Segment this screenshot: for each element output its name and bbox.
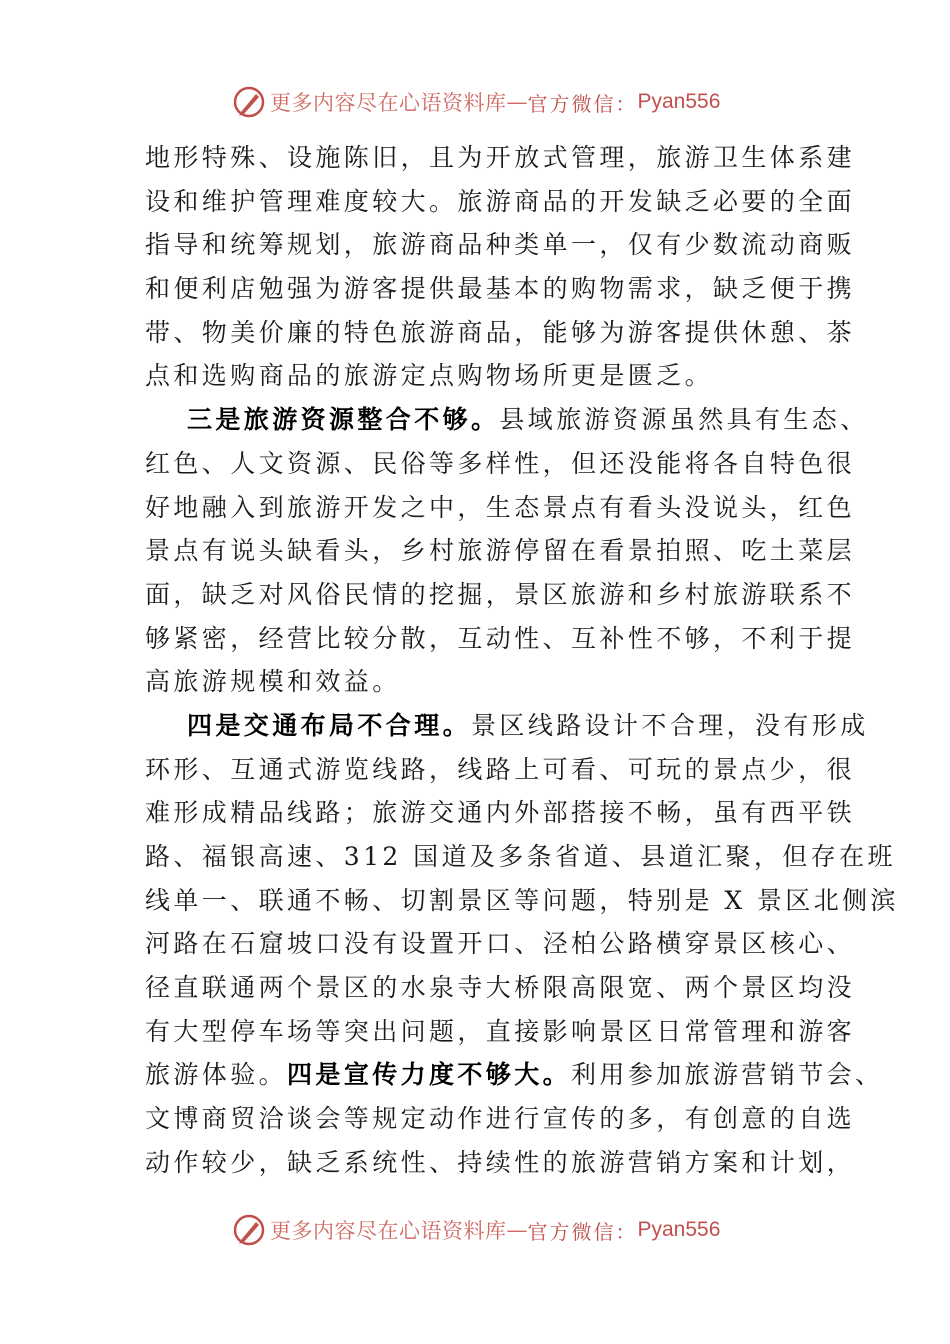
text-line: 红色、人文资源、民俗等多样性，但还没能将各自特色很 [145,448,856,478]
text-run: 县域旅游资源虽然具有生态、 [499,405,869,435]
text-line: 指导和统筹规划，旅游商品种类单一，仅有少数流动商贩 [145,230,856,260]
section-heading: 四是交通布局不合理。 [187,710,472,740]
pen-logo-icon [232,85,266,119]
text-line: 和便利店勉强为游客提供最基本的购物需求，缺乏便于携 [145,274,856,304]
text-line: 好地融入到旅游开发之中，生态景点有看头没说头，红色 [145,492,856,522]
document-body [145,136,899,1185]
text-line: 路、福银高速、312 国道及多条省道、县道汇聚，但存在班 [145,842,896,871]
banner-text: 更多内容尽在心语资料库 [270,1219,507,1243]
text-line: 动作较少，缺乏系统性、持续性的旅游营销方案和计划， [145,1147,856,1177]
text-run: 旅游体验。 [145,1060,288,1090]
text-line: 带、物美价廉的特色旅游商品，能够为游客提供休憩、茶 [145,317,856,347]
text-line: 径直联通两个景区的水泉寺大桥限高限宽、两个景区均没 [145,973,856,1003]
text-run: 利用参加旅游营销节会、 [571,1060,884,1090]
banner-sub: 官方微信： [527,1219,638,1244]
section-heading: 四是宣传力度不够大。 [287,1060,572,1090]
text-line: 面，缺乏对风俗民情的挖掘，景区旅游和乡村旅游联系不 [145,579,856,609]
paragraph-start [145,704,869,748]
banner-wechat: Pyan556 [637,1218,721,1241]
text-line: 河路在石窟坡口没有设置开口、泾柏公路横穿景区核心、 [145,929,856,959]
banner-text: 更多内容尽在心语资料库 [270,91,507,115]
header-banner [232,82,720,122]
text-line: 难形成精品线路；旅游交通内外部搭接不畅，虽有西平铁 [145,798,856,828]
banner-sub: 官方微信： [527,91,638,116]
banner-dash: — [506,1218,528,1242]
paragraph-start [145,398,869,442]
text-line: 点和选购商品的旅游定点购物场所更是匮乏。 [145,361,714,391]
text-line: 地形特殊、设施陈旧，且为开放式管理，旅游卫生体系建 [145,143,856,172]
text-line: 景点有说头缺看头，乡村旅游停留在看景拍照、吃土菜层 [145,536,856,566]
text-line: 高旅游规模和效益。 [145,667,401,697]
banner-wechat: Pyan556 [637,90,721,113]
text-run: 景区线路设计不合理，没有形成 [471,710,869,740]
text-line: 环形、互通式游览线路，线路上可看、可玩的景点少，很 [145,754,856,784]
text-line: 够紧密，经营比较分散，互动性、互补性不够，不利于提 [145,623,856,653]
banner-dash: — [506,90,528,114]
text-line: 线单一、联通不畅、切割景区等问题，特别是 X 景区北侧滨 [145,885,899,915]
section-heading: 三是旅游资源整合不够。 [187,405,500,435]
text-line: 文博商贸洽谈会等规定动作进行宣传的多，有创意的自选 [145,1104,856,1134]
text-line: 有大型停车场等突出问题，直接影响景区日常管理和游客 [145,1016,856,1046]
pen-logo-icon [232,1213,266,1247]
text-line [145,1053,884,1097]
footer-banner [232,1210,720,1250]
text-line: 设和维护管理难度较大。旅游商品的开发缺乏必要的全面 [145,186,856,216]
